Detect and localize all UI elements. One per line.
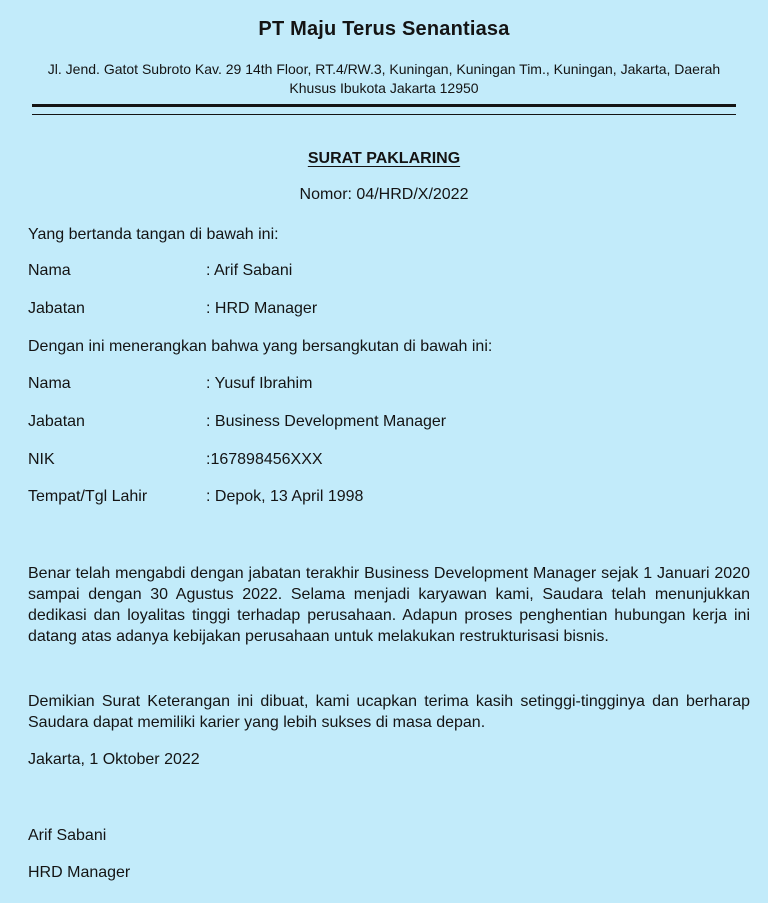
letter-number: Nomor: 04/HRD/X/2022 xyxy=(299,186,469,203)
signature-name: Arif Sabani xyxy=(28,827,107,844)
employee-birth-row xyxy=(28,488,728,510)
signature-position: HRD Manager xyxy=(28,864,131,881)
signer-position-label: Jabatan xyxy=(28,300,85,317)
signer-position-value: : HRD Manager xyxy=(206,300,318,317)
signer-name-label: Nama xyxy=(28,262,71,279)
signer-position-row xyxy=(28,300,728,322)
employee-nik-value: :167898456XXX xyxy=(206,451,323,468)
employee-nik-label: NIK xyxy=(28,451,55,468)
employee-position-label: Jabatan xyxy=(28,413,85,430)
statement-text: Dengan ini menerangkan bahwa yang bersangkutan di bawah ini: xyxy=(28,338,493,355)
employee-name-value: : Yusuf Ibrahim xyxy=(206,375,313,392)
company-address: Jl. Jend. Gatot Subroto Kav. 29 14th Floor, RT.4/RW.3, Kuningan, Kuningan Tim., Kuningan, Jakarta, Daerah Khusus Ibukota Jakarta 12950 xyxy=(47,61,721,96)
letter-title: SURAT PAKLARING xyxy=(307,150,461,167)
employee-nik-row xyxy=(28,451,728,473)
signer-name-row xyxy=(28,262,728,284)
employee-position-value: : Business Development Manager xyxy=(206,413,447,430)
letterhead-divider-thick xyxy=(32,104,736,107)
signer-name-value: : Arif Sabani xyxy=(206,262,293,279)
employee-birth-label: Tempat/Tgl Lahir xyxy=(28,488,148,505)
body-paragraph-1: Benar telah mengabdi dengan jabatan terakhir Business Development Manager sejak 1 Januari 2020 sampai dengan 30 Agustus 2022. Selama menjadi karyawan kami, Saudara telah menunjukkan dedikasi dan loyalitas tinggi terhadap perusahaan. Adapun proses penghentian hubungan kerja ini datang atas adanya kebijakan perusahaan untuk melakukan restrukturisasi bisnis. xyxy=(28,565,750,645)
employee-name-row xyxy=(28,375,728,397)
employee-name-label: Nama xyxy=(28,375,71,392)
place-date: Jakarta, 1 Oktober 2022 xyxy=(28,751,200,768)
employee-position-row xyxy=(28,413,728,435)
body-paragraph-2: Demikian Surat Keterangan ini dibuat, kami ucapkan terima kasih setinggi-tingginya dan berharap Saudara dapat memiliki karier yang lebih sukses di masa depan. xyxy=(28,693,750,731)
intro-text: Yang bertanda tangan di bawah ini: xyxy=(28,226,279,243)
letterhead-divider-thin xyxy=(32,114,736,115)
company-name: PT Maju Terus Senantiasa xyxy=(258,18,510,40)
employee-birth-value: : Depok, 13 April 1998 xyxy=(206,488,364,505)
